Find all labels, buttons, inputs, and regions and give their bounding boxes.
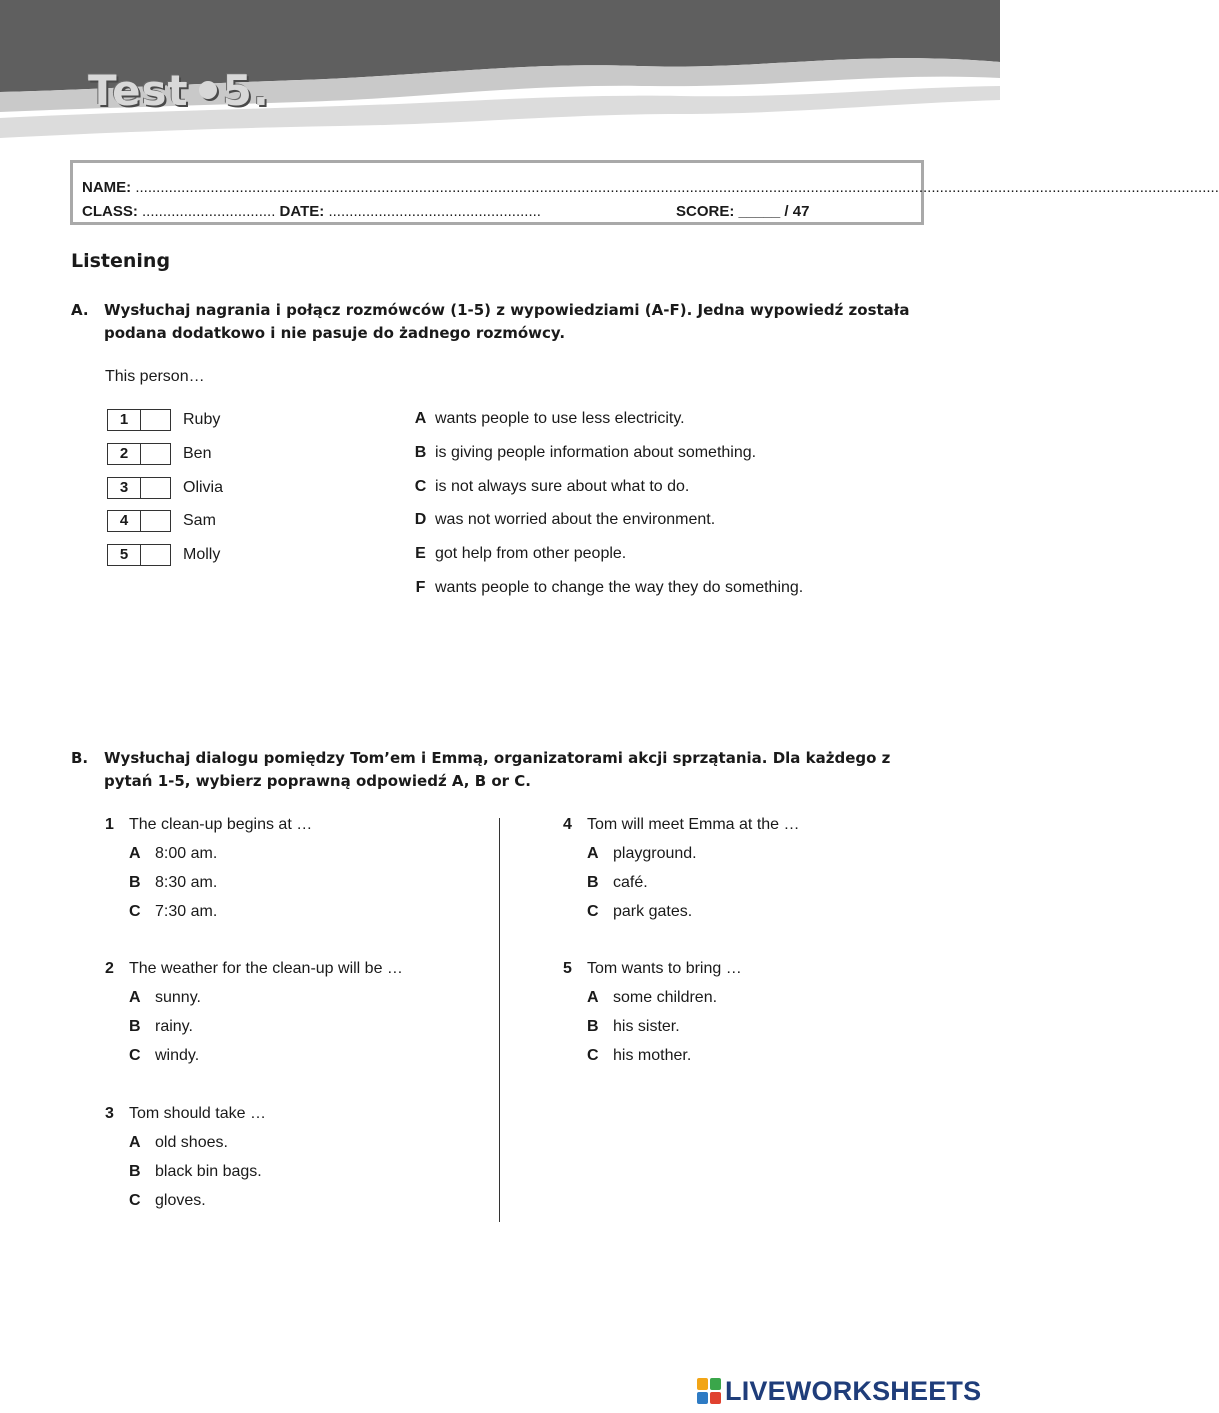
question-number: 5 xyxy=(563,960,572,977)
statement-letter: B xyxy=(414,444,427,461)
part-a-instruction xyxy=(71,299,931,345)
option-text: café. xyxy=(613,874,648,891)
option-text: playground. xyxy=(613,845,697,862)
option-letter: A xyxy=(587,989,599,1006)
answer-option[interactable] xyxy=(129,1192,266,1214)
section-heading: Listening xyxy=(71,250,171,272)
answer-option[interactable] xyxy=(129,874,312,896)
option-letter: A xyxy=(129,1134,141,1151)
statement-letter: D xyxy=(414,511,427,528)
option-letter: B xyxy=(129,874,141,891)
speaker-row xyxy=(107,443,211,465)
part-b-text: Wysłuchaj dialogu pomiędzy Tom’em i Emmą, organizatorami akcji sprzątania. Dla każdego z pytań 1-5, wybierz poprawną odpowiedź A, B or C. xyxy=(104,749,891,790)
statement-text: was not worried about the environment. xyxy=(435,511,716,528)
liveworksheets-icon xyxy=(697,1378,723,1406)
answer-option[interactable] xyxy=(587,874,800,896)
option-text: rainy. xyxy=(155,1018,193,1035)
option-text: park gates. xyxy=(613,903,693,920)
name-line xyxy=(82,176,1219,200)
name-field[interactable]: .................................................................................................................................................................................................................................................................... xyxy=(135,179,1219,196)
speaker-row xyxy=(107,510,216,532)
answer-option[interactable] xyxy=(587,1018,742,1040)
class-label: CLASS: xyxy=(82,203,138,220)
option-letter: A xyxy=(587,845,599,862)
test-number: 5. xyxy=(222,66,270,115)
statement-text: is not always sure about what to do. xyxy=(435,478,690,495)
class-field[interactable]: ................................ xyxy=(142,203,276,220)
speaker-number: 5 xyxy=(108,545,141,565)
option-letter: C xyxy=(129,1192,141,1209)
answer-option[interactable] xyxy=(129,1163,266,1185)
student-info-box xyxy=(70,160,1219,225)
question-text: The clean-up begins at … xyxy=(129,816,313,833)
option-letter: A xyxy=(129,989,141,1006)
option-text: old shoes. xyxy=(155,1134,228,1151)
statement-row xyxy=(406,410,685,428)
statement-row xyxy=(406,579,803,597)
option-letter: B xyxy=(587,1018,599,1035)
statement-row xyxy=(406,444,756,462)
statement-text: is giving people information about something. xyxy=(435,444,757,461)
answer-box xyxy=(107,510,171,532)
score-field[interactable]: _____ / 47 xyxy=(738,203,810,220)
option-letter: C xyxy=(129,1047,141,1064)
answer-option[interactable] xyxy=(129,903,312,925)
answer-option[interactable] xyxy=(129,845,312,867)
answer-option[interactable] xyxy=(587,1047,742,1069)
option-text: black bin bags. xyxy=(155,1163,262,1180)
option-text: some children. xyxy=(613,989,718,1006)
part-a-intro: This person… xyxy=(105,368,205,385)
option-text: sunny. xyxy=(155,989,201,1006)
speaker-number: 2 xyxy=(108,444,141,464)
option-letter: C xyxy=(587,903,599,920)
statement-text: wants people to change the way they do something. xyxy=(435,579,804,596)
speaker-number: 1 xyxy=(108,410,141,430)
title-bullet-icon xyxy=(199,81,217,99)
part-b-instruction xyxy=(71,747,931,793)
speaker-number: 3 xyxy=(108,478,141,498)
option-text: 8:30 am. xyxy=(155,874,218,891)
option-letter: C xyxy=(129,903,141,920)
answer-option[interactable] xyxy=(587,845,800,867)
class-line xyxy=(82,200,911,224)
question-block xyxy=(563,816,800,925)
option-text: 7:30 am. xyxy=(155,903,218,920)
option-text: 8:00 am. xyxy=(155,845,218,862)
date-label: DATE: xyxy=(279,203,325,220)
question-number: 4 xyxy=(563,816,572,833)
liveworksheets-logo[interactable] xyxy=(697,1376,981,1407)
answer-option[interactable] xyxy=(587,989,742,1011)
answer-option[interactable] xyxy=(129,1047,403,1069)
statement-letter: E xyxy=(415,545,426,562)
statement-letter: A xyxy=(414,410,427,427)
answer-input[interactable] xyxy=(141,444,170,464)
speaker-number: 4 xyxy=(108,511,141,531)
statement-row xyxy=(406,511,715,529)
answer-box xyxy=(107,477,171,499)
part-a-letter: A. xyxy=(71,301,89,319)
statement-row xyxy=(406,545,626,563)
option-letter: B xyxy=(129,1018,141,1035)
option-letter: B xyxy=(129,1163,141,1180)
speaker-name: Olivia xyxy=(183,479,224,496)
option-text: gloves. xyxy=(155,1192,206,1209)
speaker-name: Ruby xyxy=(183,411,221,428)
answer-input[interactable] xyxy=(141,511,170,531)
liveworksheets-wordmark: LIVEWORKSHEETS xyxy=(725,1376,982,1406)
option-text: his sister. xyxy=(613,1018,680,1035)
question-number: 3 xyxy=(105,1105,114,1122)
answer-option[interactable] xyxy=(129,989,403,1011)
option-text: windy. xyxy=(155,1047,200,1064)
question-text: Tom will meet Emma at the … xyxy=(587,816,800,833)
option-text: his mother. xyxy=(613,1047,692,1064)
question-block xyxy=(105,960,403,1069)
score-part xyxy=(676,200,809,224)
part-a-text: Wysłuchaj nagrania i połącz rozmówców (1-5) z wypowiedziami (A-F). Jedna wypowiedź została podana dodatkowo i nie pasuje do żadnego rozmówcy. xyxy=(104,301,910,342)
speaker-row xyxy=(107,544,220,566)
statement-text: got help from other people. xyxy=(435,545,627,562)
question-block xyxy=(105,816,312,925)
column-divider xyxy=(499,818,500,1222)
answer-box xyxy=(107,544,171,566)
answer-input[interactable] xyxy=(141,478,170,498)
speaker-name: Molly xyxy=(183,546,221,563)
test-title xyxy=(88,66,270,115)
answer-box xyxy=(107,443,171,465)
answer-option[interactable] xyxy=(587,903,800,925)
answer-input[interactable] xyxy=(141,545,170,565)
question-block xyxy=(105,1105,266,1214)
option-letter: C xyxy=(587,1047,599,1064)
test-title-word: Test xyxy=(88,66,189,115)
question-number: 1 xyxy=(105,816,114,833)
speaker-row xyxy=(107,409,220,431)
question-text: Tom should take … xyxy=(129,1105,266,1122)
answer-input[interactable] xyxy=(141,410,170,430)
statement-letter: F xyxy=(415,579,426,596)
option-letter: A xyxy=(129,845,141,862)
speaker-row xyxy=(107,477,223,499)
answer-option[interactable] xyxy=(129,1134,266,1156)
question-text: Tom wants to bring … xyxy=(587,960,742,977)
score-label: SCORE: xyxy=(676,203,735,220)
speaker-name: Ben xyxy=(183,445,212,462)
date-field[interactable]: ................................................... xyxy=(328,203,541,220)
statement-text: wants people to use less electricity. xyxy=(435,410,685,427)
question-text: The weather for the clean-up will be … xyxy=(129,960,403,977)
question-block xyxy=(563,960,742,1069)
name-label: NAME: xyxy=(82,179,132,196)
statement-row xyxy=(406,478,689,496)
speaker-name: Sam xyxy=(183,512,216,529)
option-letter: B xyxy=(587,874,599,891)
answer-box xyxy=(107,409,171,431)
statement-letter: C xyxy=(414,478,427,495)
answer-option[interactable] xyxy=(129,1018,403,1040)
question-number: 2 xyxy=(105,960,114,977)
part-b-letter: B. xyxy=(71,749,89,767)
